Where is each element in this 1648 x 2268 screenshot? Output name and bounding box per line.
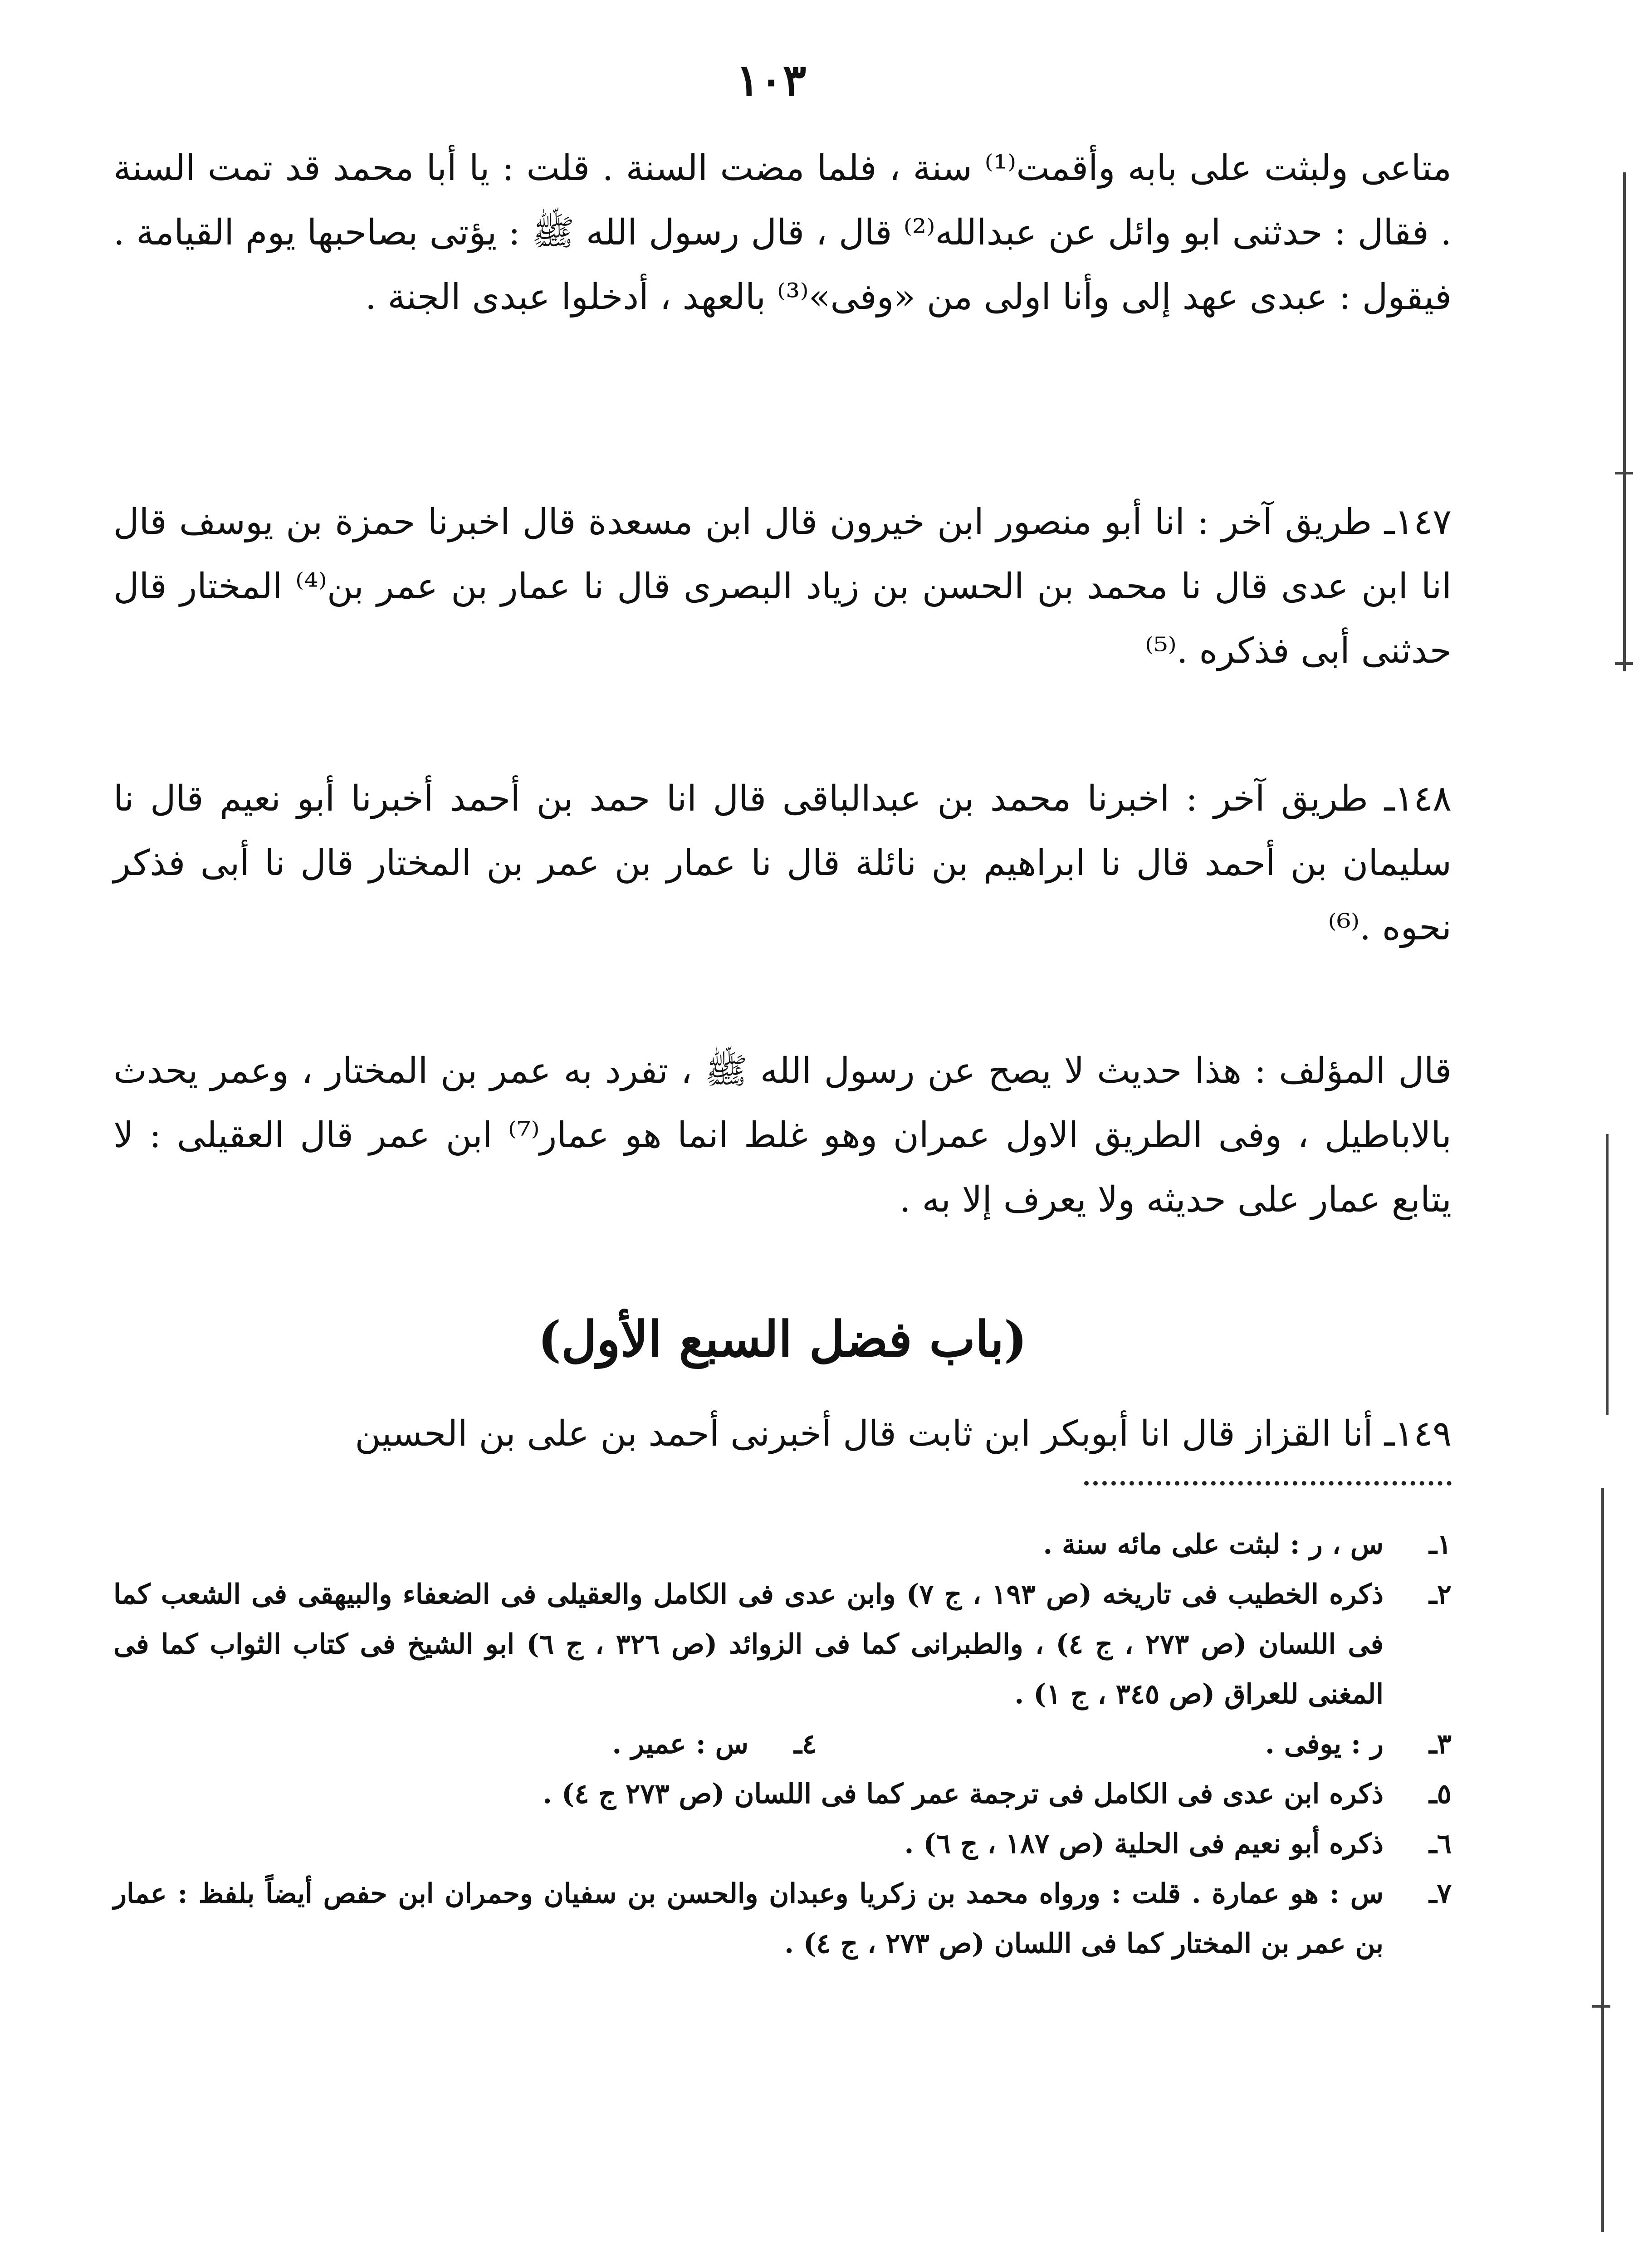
paragraph-149: ١٤٩ـ أنا القزاز قال انا أبوبكر ابن ثابت قال أخبرنى أحمد بن على بن الحسين — [355, 1413, 1452, 1454]
footnote-text: ر : يوفى . — [1265, 1728, 1384, 1760]
paragraph-author-comment: قال المؤلف : هذا حديث لا يصح عن رسول الله ﷺ ، تفرد به عمر بن المختار ، وعمر يحدث بالاباطيل ، وفى الطريق الاول عمران وهو غلط انما هو عمار⁽⁷⁾ ابن عمر قال العقيلى : لا يتابع عمار على حديثه ولا يعرف إلا به . — [113, 1051, 1452, 1220]
footnote-4 — [181, 1719, 817, 1769]
footnote-number: ٥ـ — [1429, 1778, 1452, 1810]
footnote-text: س : عمير . — [612, 1728, 748, 1760]
footnote-number: ٤ـ — [794, 1728, 817, 1760]
footnote-text: ذكره ابن عدى فى الكامل فى ترجمة عمر كما فى اللسان (ص ٢٧٣ ج ٤) . — [543, 1778, 1384, 1810]
footnote-text: ذكره الخطيب فى تاريخه (ص ١٩٣ ، ج ٧) وابن عدى فى الكامل والعقيلى فى الضعفاء والبيهقى فى الشعب كما فى اللسان (ص ٢٧٣ ، ج ٤) ، والطبرانى كما فى الزوائد (ص ٣٢٦ ، ج ٦) ابو الشيخ فى كتاب الثواب كما فى المغنى للعراق (ص ٣٤٥ ، ج ١) . — [113, 1579, 1384, 1710]
footnote-number: ٧ـ — [1429, 1878, 1452, 1910]
margin-scan-tick — [1592, 2005, 1610, 2008]
footnote-row-3-4 — [113, 1719, 1452, 1769]
footnote-separator — [1084, 1481, 1452, 1486]
margin-scan-tick — [1615, 472, 1633, 474]
page-number: ١٠٣ — [736, 54, 807, 106]
footnote-6 — [113, 1819, 1452, 1869]
margin-scan-line — [1623, 172, 1626, 671]
footnote-text: ذكره أبو نعيم فى الحلية (ص ١٨٧ ، ج ٦) . — [904, 1828, 1384, 1860]
footnotes — [113, 1520, 1452, 1969]
footnote-7 — [113, 1869, 1452, 1969]
margin-scan-line — [1601, 1488, 1604, 2232]
paragraph-continuation: متاعى ولبثت على بابه وأقمت⁽¹⁾ سنة ، فلما مضت السنة . قلت : يا أبا محمد قد تمت السنة . فقال : حدثنى ابو وائل عن عبدالله⁽²⁾ قال ، قال رسول الله ﷺ : يؤتى بصاحبها يوم القيامة . فيقول : عبدى عهد إلى وأنا اولى من «وفى»⁽³⁾ بالعهد ، أدخلوا عبدى الجنة . — [113, 148, 1452, 318]
footnote-text: س ، ر : لبثت على مائه سنة . — [1043, 1529, 1384, 1560]
footnote-3 — [817, 1719, 1452, 1769]
footnote-2 — [113, 1569, 1452, 1719]
footnote-number: ٢ـ — [1429, 1579, 1452, 1610]
footnote-5 — [113, 1769, 1452, 1819]
margin-scan-line — [1606, 1134, 1609, 1415]
paragraph-148: ١٤٨ـ طريق آخر : اخبرنا محمد بن عبدالباقى قال انا حمد بن أحمد أخبرنا أبو نعيم قال نا سليمان بن أحمد قال نا ابراهيم بن نائلة قال نا عمار بن عمر بن المختار قال نا أبى فذكر نحوه .⁽⁶⁾ — [113, 778, 1452, 948]
footnote-1 — [113, 1520, 1452, 1569]
margin-scan-tick — [1615, 662, 1633, 665]
footnote-text: س : هو عمارة . قلت : ورواه محمد بن زكريا وعبدان والحسن بن سفيان وحمران ابن حفص أيضاً بلفظ : عمار بن عمر بن المختار كما فى اللسان (ص ٢٧٣ ، ج ٤) . — [113, 1878, 1384, 1960]
footnote-number: ١ـ — [1429, 1529, 1452, 1560]
footnote-number: ٦ـ — [1429, 1828, 1452, 1860]
chapter-heading: (باب فضل السبع الأول) — [538, 1311, 1027, 1368]
footnote-number: ٣ـ — [1429, 1728, 1452, 1760]
paragraph-147: ١٤٧ـ طريق آخر : انا أبو منصور ابن خيرون قال ابن مسعدة قال اخبرنا حمزة بن يوسف قال انا ابن عدى قال نا محمد بن الحسن بن زياد البصرى قال نا عمار بن عمر بن⁽⁴⁾ المختار قال حدثنى أبى فذكره .⁽⁵⁾ — [113, 502, 1452, 671]
